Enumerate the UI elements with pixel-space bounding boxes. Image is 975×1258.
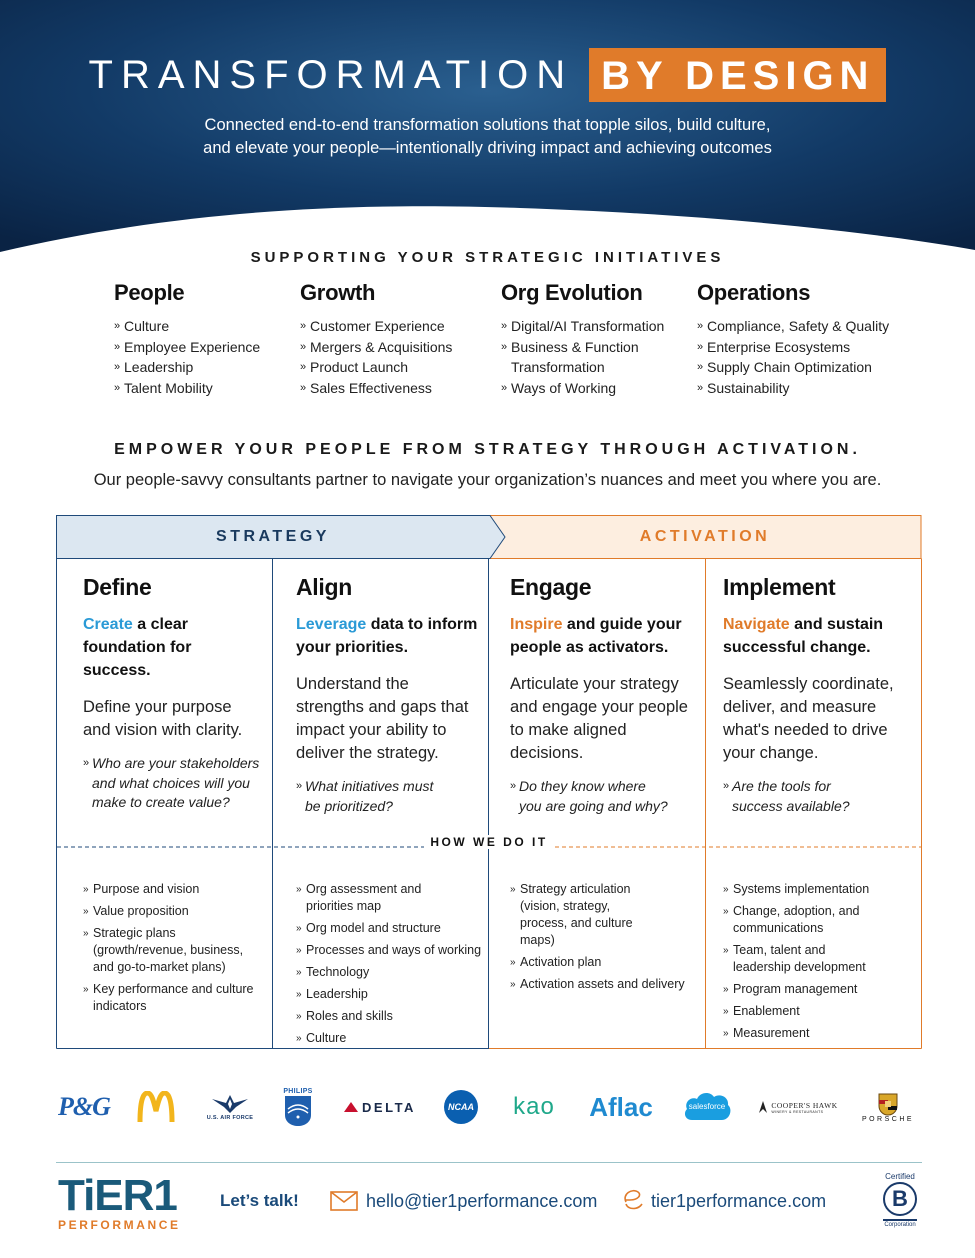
subtitle-line: and elevate your people—intentionally driving impact and achieving outcomes <box>203 139 772 157</box>
phase-grid <box>56 515 922 1049</box>
how-item: » Roles and skills <box>296 1008 483 1025</box>
phase-question: » What initiatives must be prioritized? <box>296 777 446 816</box>
initiative-title: Growth <box>300 280 376 305</box>
initiative-title: Org Evolution <box>501 280 643 305</box>
porsche-crest-icon <box>878 1092 898 1116</box>
delta-triangle-icon <box>344 1102 358 1112</box>
philips-logo <box>280 1082 316 1132</box>
how-item: » Key performance and culture indicators <box>83 981 266 1015</box>
initiative-column-people <box>114 280 294 398</box>
hero-banner <box>0 0 975 260</box>
how-item: » Enablement <box>723 1003 916 1020</box>
how-item: » Activation assets and delivery <box>510 976 699 993</box>
coopershawk-logo-words <box>771 1101 837 1114</box>
aflac-logo-text: Aflac <box>589 1091 653 1122</box>
footer-divider <box>56 1162 922 1163</box>
philips-logo-text: PHILIPS <box>283 1087 313 1095</box>
initiatives-heading: SUPPORTING YOUR STRATEGIC INITIATIVES <box>250 249 725 266</box>
coopershawk-logo-subtext: WINERY & RESTAURANTS <box>771 1109 824 1114</box>
initiative-column-growth <box>300 280 490 398</box>
salesforce-logo-text: salesforce <box>688 1102 726 1111</box>
how-list <box>296 881 483 1052</box>
how-list <box>723 881 916 1047</box>
activation-label: ACTIVATION <box>639 528 771 545</box>
coopershawk-bird-icon <box>758 1100 768 1114</box>
email-link[interactable]: hello@tier1performance.com <box>366 1191 598 1211</box>
phase-title: Engage <box>510 574 592 600</box>
hero-subtitle <box>0 114 975 160</box>
strategy-label: STRATEGY <box>216 528 330 545</box>
initiative-item: » Supply Chain Optimization <box>697 357 917 378</box>
phase-title: Implement <box>723 574 836 600</box>
delta-logo <box>342 1082 418 1132</box>
how-item: » Activation plan <box>510 954 699 971</box>
phase-keyword: Navigate <box>723 616 790 633</box>
phase-tagline <box>296 613 479 659</box>
initiative-item: » Employee Experience <box>114 337 294 358</box>
ncaa-logo <box>442 1082 480 1132</box>
phase-tagline-rest: and guide your people as activators. <box>510 616 682 656</box>
phase-align <box>272 559 489 1049</box>
phase-tagline-rest: and sustain successful change. <box>723 616 884 656</box>
footer <box>0 1170 975 1258</box>
initiative-item: » Leadership <box>114 357 294 378</box>
salesforce-logo <box>682 1082 732 1132</box>
how-list <box>83 881 266 1020</box>
mcdonalds-logo <box>136 1082 176 1132</box>
phase-tagline <box>510 613 695 659</box>
phase-body: Define your purpose and vision with clarity. <box>83 698 243 739</box>
kao-logo <box>504 1082 564 1132</box>
how-item: » Culture <box>296 1030 483 1047</box>
initiative-item: » Talent Mobility <box>114 378 294 399</box>
airforce-logo-text: U.S. AIR FORCE <box>206 1115 254 1121</box>
how-we-do-it-text: HOW WE DO IT <box>424 835 553 849</box>
aflac-logo <box>586 1082 656 1132</box>
phase-keyword: Leverage <box>296 616 367 633</box>
phase-tagline <box>83 613 262 682</box>
initiative-item: » Business & Function Transformation <box>501 337 656 378</box>
lets-talk-label: Let’s talk! <box>220 1191 299 1210</box>
tier1-logo-wordmark: TiER1 <box>58 1171 177 1220</box>
how-item: » Strategic plans (growth/revenue, business, and go-to-market plans) <box>83 925 266 976</box>
how-item: » Program management <box>723 981 916 998</box>
phase-engage <box>489 559 705 1049</box>
phase-tagline-rest: a clear foundation for success. <box>83 616 192 679</box>
how-item: » Org assessment and priorities map <box>296 881 426 915</box>
page-title <box>0 48 975 102</box>
initiative-item: » Sales Effectiveness <box>300 378 490 399</box>
how-item: » Technology <box>296 964 483 981</box>
title-transformation: TRANSFORMATION <box>88 52 574 97</box>
how-item: » Strategy articulation (vision, strategy, process, and culture maps) <box>510 881 660 949</box>
initiative-item: » Enterprise Ecosystems <box>697 337 917 358</box>
subtitle-line: Connected end-to-end transformation solutions that topple silos, build culture, <box>204 116 771 134</box>
empower-heading: EMPOWER YOUR PEOPLE FROM STRATEGY THROUGH ACTIVATION. <box>114 441 861 458</box>
phase-define <box>56 559 272 1049</box>
initiative-column-org-evolution <box>501 280 681 398</box>
web-icon <box>620 1188 646 1212</box>
phase-title: Define <box>83 574 152 600</box>
tier1-logo-subtext: PERFORMANCE <box>58 1218 181 1232</box>
initiative-title: People <box>114 280 185 305</box>
phase-keyword: Inspire <box>510 616 563 633</box>
initiative-item: » Digital/AI Transformation <box>501 316 681 337</box>
mcdonalds-arches-icon <box>137 1091 175 1123</box>
how-item: » Measurement <box>723 1025 916 1042</box>
initiative-column-operations <box>697 280 917 398</box>
phase-tagline <box>723 613 912 659</box>
delta-logo-text: DELTA <box>362 1099 416 1115</box>
phase-body: Seamlessly coordinate, deliver, and measure what's needed to drive your change. <box>723 675 894 762</box>
pg-logo-text: P&G <box>58 1092 110 1121</box>
initiative-item: » Product Launch <box>300 357 490 378</box>
how-item: » Change, adoption, and communications <box>723 903 863 937</box>
phase-question: » Who are your stakeholders and what choices will you make to create value? <box>83 754 262 813</box>
title-by-design: BY DESIGN <box>589 48 886 102</box>
initiative-item: » Mergers & Acquisitions <box>300 337 490 358</box>
bcorp-bottom-text: Corporation <box>884 1221 916 1228</box>
porsche-logo-text: PORSCHE <box>861 1115 915 1123</box>
phase-title: Align <box>296 574 352 600</box>
phase-body: Understand the strengths and gaps that impact your ability to deliver the strategy. <box>296 675 469 762</box>
phase-question: » Do they know where you are going and why? <box>510 777 670 816</box>
phase-body: Articulate your strategy and engage your people to make aligned decisions. <box>510 675 688 762</box>
coopershawk-logo <box>756 1082 840 1132</box>
how-list <box>510 881 699 998</box>
how-item: » Value proposition <box>83 903 266 920</box>
how-item: » Leadership <box>296 986 483 1003</box>
bcorp-rule <box>883 1219 917 1221</box>
kao-logo-text: kao <box>513 1093 555 1120</box>
client-logos <box>56 1082 926 1132</box>
initiative-item: » Culture <box>114 316 294 337</box>
initiative-item: » Compliance, Safety & Quality <box>697 316 917 337</box>
ncaa-logo-text: NCAA <box>448 1102 474 1112</box>
empower-subtext: Our people-savvy consultants partner to navigate your organization’s nuances and meet you where you are. <box>93 471 882 489</box>
bcorp-top-text: Certified <box>885 1172 915 1181</box>
how-item: » Org model and structure <box>296 920 483 937</box>
philips-shield-icon <box>283 1095 313 1127</box>
initiative-item: » Ways of Working <box>501 378 681 399</box>
website-link[interactable]: tier1performance.com <box>651 1191 827 1211</box>
initiative-item: » Sustainability <box>697 378 917 399</box>
phase-question: » Are the tools for success available? <box>723 777 853 816</box>
phase-keyword: Create <box>83 616 133 633</box>
bcorp-badge <box>876 1172 924 1228</box>
initiative-item: » Customer Experience <box>300 316 490 337</box>
porsche-logo <box>853 1082 923 1132</box>
initiative-title: Operations <box>697 280 811 305</box>
airforce-logo <box>202 1082 258 1132</box>
pg-logo <box>56 1082 112 1132</box>
how-item: » Team, talent and leadership development <box>723 942 868 976</box>
how-item: » Purpose and vision <box>83 881 266 898</box>
phase-tagline-rest: data to inform your priorities. <box>296 616 478 656</box>
bcorp-letter: B <box>883 1182 917 1216</box>
email-icon <box>330 1191 358 1211</box>
airforce-wings-icon <box>210 1093 250 1115</box>
tier1-logo <box>58 1171 181 1232</box>
how-item: » Systems implementation <box>723 881 916 898</box>
how-item: » Processes and ways of working <box>296 942 483 959</box>
coopershawk-logo-text: COOPER'S HAWK <box>771 1100 838 1110</box>
phase-implement <box>705 559 922 1049</box>
